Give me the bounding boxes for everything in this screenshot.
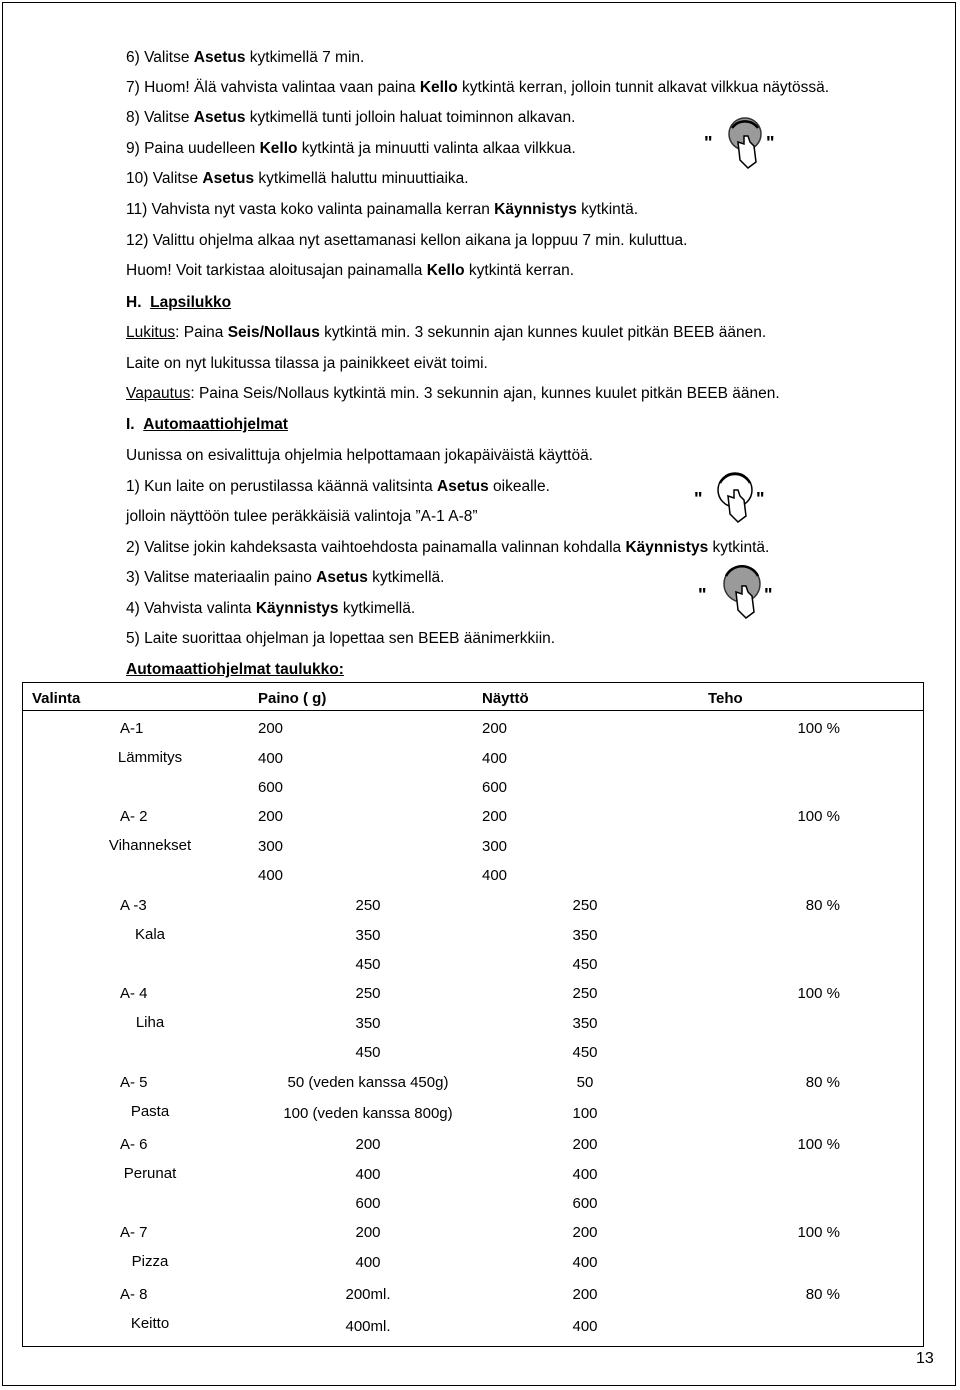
program-weight: 400	[355, 1254, 381, 1271]
auto-step-4: 4) Vahvista valinta Käynnistys kytkimellä.	[126, 600, 416, 617]
program-display: 350	[572, 927, 598, 944]
program-weight: 400	[258, 867, 284, 884]
knob-press-icon: " "	[704, 114, 788, 174]
program-name: Pizza	[131, 1253, 169, 1270]
program-display: 350	[572, 1015, 598, 1032]
program-weight: 600	[258, 779, 284, 796]
program-weight: 200	[258, 808, 284, 825]
program-weight: 250	[355, 897, 381, 914]
program-display: 600	[572, 1195, 598, 1212]
auto-intro: Uunissa on esivalittuja ohjelmia helpottamaan jokapäiväistä käyttöä.	[126, 447, 593, 464]
program-name: Lämmitys	[117, 749, 183, 766]
program-weight: 350	[355, 1015, 381, 1032]
program-weight: 450	[355, 1044, 381, 1061]
program-weight: 200ml.	[345, 1286, 391, 1303]
program-display: 600	[482, 779, 508, 796]
program-weight: 600	[355, 1195, 381, 1212]
program-display: 400	[572, 1318, 598, 1335]
program-code: A- 8	[120, 1286, 148, 1303]
knob-press-icon: " "	[698, 562, 782, 622]
step-7: 7) Huom! Älä vahvista valintaa vaan paina Kello kytkintä kerran, jolloin tunnit alkavat vilkkua näytössä.	[126, 79, 830, 96]
auto-step-5: 5) Laite suorittaa ohjelman ja lopettaa sen BEEB äänimerkkiin.	[126, 630, 556, 647]
program-display: 400	[572, 1166, 598, 1183]
program-display: 200	[572, 1136, 598, 1153]
program-display: 50	[576, 1074, 594, 1091]
step-9: 9) Paina uudelleen Kello kytkintä ja minuutti valinta alkaa vilkkua.	[126, 140, 576, 157]
section-h-heading: H. Lapsilukko	[126, 294, 232, 311]
program-weight: 200	[355, 1136, 381, 1153]
step-12: 12) Valittu ohjelma alkaa nyt asettamanasi kellon aikana ja loppuu 7 min. kuluttua.	[126, 232, 688, 249]
table-title: Automaattiohjelmat taulukko:	[126, 661, 344, 678]
program-display: 400	[482, 867, 508, 884]
program-code: A -3	[120, 897, 147, 914]
program-name: Liha	[135, 1014, 165, 1031]
program-teho: 100 %	[797, 720, 840, 737]
lock-state-text: Laite on nyt lukitussa tilassa ja painikkeet eivät toimi.	[126, 355, 488, 372]
program-display: 300	[482, 838, 508, 855]
step-11: 11) Vahvista nyt vasta koko valinta painamalla kerran Käynnistys kytkintä.	[126, 201, 639, 218]
program-code: A-1	[120, 720, 144, 737]
header-valinta: Valinta	[32, 690, 81, 707]
program-name: Vihannekset	[108, 837, 192, 854]
program-weight: 100 (veden kanssa 800g)	[283, 1105, 453, 1122]
program-display: 250	[572, 897, 598, 914]
section-i-heading: I. Automaattiohjelmat	[126, 416, 288, 433]
program-name: Pasta	[130, 1103, 170, 1120]
program-display: 200	[572, 1224, 598, 1241]
program-display: 100	[572, 1105, 598, 1122]
program-code: A- 4	[120, 985, 148, 1002]
header-paino: Paino ( g)	[258, 690, 327, 707]
program-weight: 300	[258, 838, 284, 855]
program-code: A- 7	[120, 1224, 148, 1241]
auto-step-1b: jolloin näyttöön tulee peräkkäisiä valintoja ”A-1 A-8”	[126, 508, 478, 525]
program-display: 200	[572, 1286, 598, 1303]
program-weight: 350	[355, 927, 381, 944]
program-teho: 100 %	[797, 1136, 840, 1153]
program-name: Keitto	[130, 1315, 170, 1332]
program-display: 200	[482, 808, 508, 825]
auto-step-3: 3) Valitse materiaalin paino Asetus kytkimellä.	[126, 569, 445, 586]
header-teho: Teho	[708, 690, 743, 707]
program-teho: 100 %	[797, 985, 840, 1002]
header-naytto: Näyttö	[482, 690, 529, 707]
program-code: A- 2	[120, 808, 148, 825]
knob-turn-icon: " "	[694, 468, 778, 528]
program-display: 400	[572, 1254, 598, 1271]
step-6: 6) Valitse Asetus kytkimellä 7 min.	[126, 49, 365, 66]
program-code: A- 6	[120, 1136, 148, 1153]
step-10: 10) Valitse Asetus kytkimellä haluttu minuuttiaika.	[126, 170, 469, 187]
step-8: 8) Valitse Asetus kytkimellä tunti jolloin haluat toiminnon alkavan.	[126, 109, 576, 126]
unlock-instruction: Vapautus: Paina Seis/Nollaus kytkintä min. 3 sekunnin ajan, kunnes kuulet pitkän BEEB äänen.	[126, 385, 780, 402]
program-name: Perunat	[123, 1165, 177, 1182]
program-weight: 400	[258, 750, 284, 767]
auto-step-2: 2) Valitse jokin kahdeksasta vaihtoehdosta painamalla valinnan kohdalla Käynnistys kytkintä.	[126, 539, 770, 556]
program-teho: 80 %	[805, 897, 840, 914]
program-weight: 50 (veden kanssa 450g)	[287, 1074, 449, 1091]
program-teho: 80 %	[805, 1286, 840, 1303]
program-teho: 80 %	[805, 1074, 840, 1091]
program-weight: 400ml.	[345, 1318, 391, 1335]
note-huom: Huom! Voit tarkistaa aloitusajan painamalla Kello kytkintä kerran.	[126, 262, 575, 279]
program-weight: 250	[355, 985, 381, 1002]
lock-instruction: Lukitus: Paina Seis/Nollaus kytkintä min. 3 sekunnin ajan kunnes kuulet pitkän BEEB äänen.	[126, 324, 767, 341]
program-code: A- 5	[120, 1074, 148, 1091]
program-display: 400	[482, 750, 508, 767]
program-weight: 400	[355, 1166, 381, 1183]
program-teho: 100 %	[797, 1224, 840, 1241]
auto-step-1: 1) Kun laite on perustilassa käännä valitsinta Asetus oikealle.	[126, 478, 550, 495]
program-weight: 200	[355, 1224, 381, 1241]
program-name: Kala	[134, 926, 166, 943]
program-display: 250	[572, 985, 598, 1002]
program-display: 450	[572, 956, 598, 973]
program-display: 200	[482, 720, 508, 737]
program-teho: 100 %	[797, 808, 840, 825]
program-weight: 450	[355, 956, 381, 973]
program-weight: 200	[258, 720, 284, 737]
page-number: 13	[916, 1350, 934, 1367]
program-display: 450	[572, 1044, 598, 1061]
